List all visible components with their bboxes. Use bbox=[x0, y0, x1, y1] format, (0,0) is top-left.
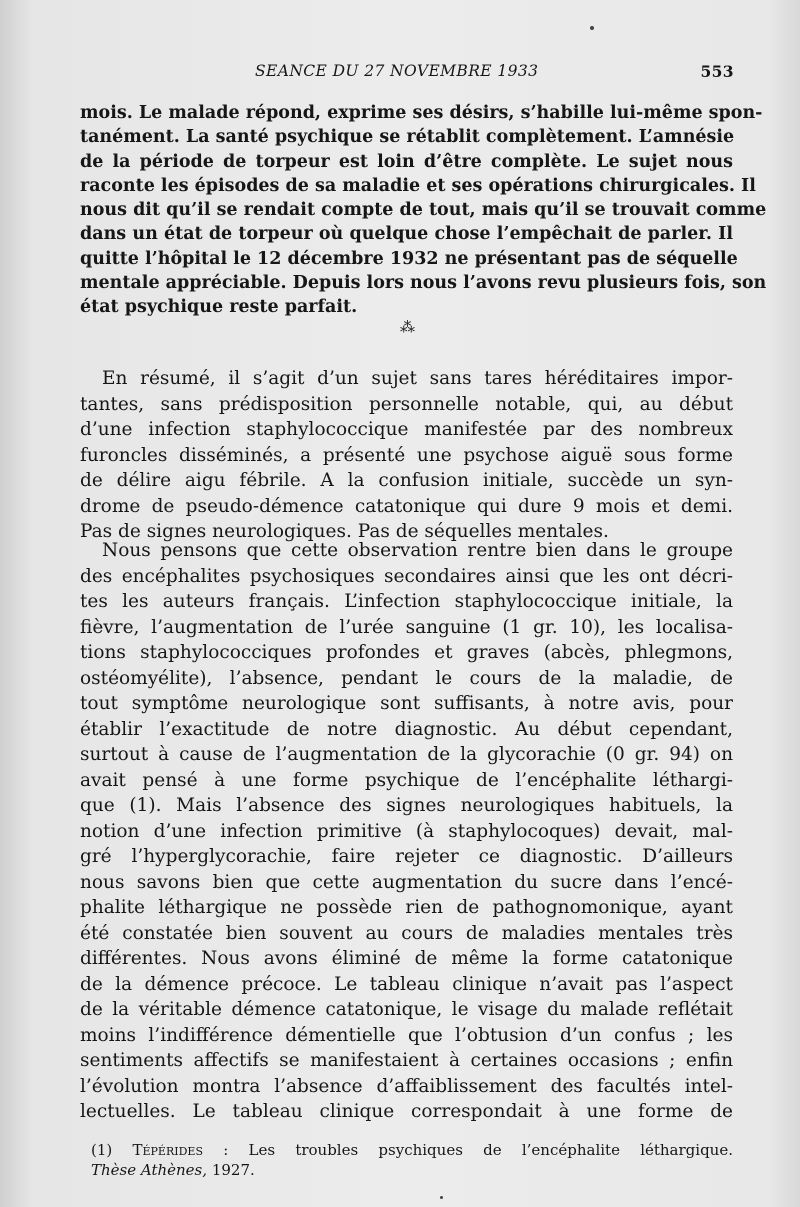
paragraph-summary bbox=[80, 366, 733, 545]
text-line: l’évolution montra l’absence d’affaiblissement des facultés intel- bbox=[80, 1075, 733, 1097]
text-line: tantes, sans prédisposition personnelle notable, qui, au début bbox=[80, 393, 733, 415]
section-separator-asterism: ⁂ bbox=[400, 318, 415, 336]
text-line: sentiments affectifs se manifestaient à certaines occasions ; enfin bbox=[80, 1050, 733, 1071]
text-line: de la véritable démence catatonique, le visage du malade reflétait bbox=[80, 999, 733, 1020]
text-line: différentes. Nous avons éliminé de même la forme catatonique bbox=[80, 948, 733, 969]
header-title: SEANCE DU 27 NOVEMBRE 1933 bbox=[255, 62, 539, 80]
text-line: notion d’une infection primitive (à staphylocoques) devait, mal- bbox=[80, 820, 733, 842]
page-number: 553 bbox=[700, 62, 734, 81]
footnote-author: Tépérides bbox=[132, 1141, 203, 1159]
running-header bbox=[78, 62, 734, 86]
text-line: moins l’indifférence démentielle que l’obtusion d’un confus ; les bbox=[80, 1024, 733, 1046]
footnote-text: : Les troubles psychiques de l’encéphalite léthargique. bbox=[223, 1141, 733, 1159]
text-line: que (1). Mais l’absence des signes neurologiques habituels, la bbox=[80, 795, 733, 816]
ink-speck bbox=[440, 1196, 443, 1199]
text-line: d’une infection staphylococcique manifestée par des nombreux bbox=[80, 419, 733, 440]
text-line: de délire aigu fébrile. A la confusion initiale, succède un syn- bbox=[80, 470, 733, 491]
text-line: de la période de torpeur est loin d’être complète. Le sujet nous bbox=[80, 151, 733, 172]
text-line: ostéomyélite), l’absence, pendant le cours de la maladie, de bbox=[80, 667, 733, 689]
text-line: tes les auteurs français. L’infection staphylococcique initiale, la bbox=[80, 591, 733, 612]
paragraph-case-outcome bbox=[80, 101, 767, 320]
text-line: établir l’exactitude de notre diagnostic. Au début cependant, bbox=[80, 718, 733, 740]
text-line: mois. Le malade répond, exprime ses désirs, s’habille lui-même spon- bbox=[80, 103, 763, 123]
text-line: été constatée bien souvent au cours de maladies mentales très bbox=[80, 922, 733, 944]
text-line: de la démence précoce. Le tableau clinique n’avait pas l’aspect bbox=[80, 973, 733, 995]
text-line: état psychique reste parfait. bbox=[80, 297, 358, 318]
paragraph-discussion bbox=[80, 538, 733, 1125]
text-line: lectuelles. Le tableau clinique correspondait à une forme de bbox=[80, 1101, 733, 1122]
text-line: nous dit qu’il se rendait compte de tout, mais qu’il se trouvait comme bbox=[80, 200, 767, 221]
text-line: tions staphylococciques profondes et graves (abcès, phlegmons, bbox=[80, 642, 733, 663]
text-line: surtout à cause de l’augmentation de la glycorachie (0 gr. 94) on bbox=[80, 744, 733, 765]
text-line: des encéphalites psychosiques secondaires ainsi que les ont décri- bbox=[80, 565, 733, 587]
text-line: avait pensé à une forme psychique de l’encéphalite léthargi- bbox=[80, 769, 733, 791]
text-line: tout symptôme neurologique sont suffisants, à notre avis, pour bbox=[80, 693, 733, 714]
text-line: nous savons bien que cette augmentation du sucre dans l’encé- bbox=[80, 871, 733, 893]
footnote-year: 1927. bbox=[211, 1161, 255, 1179]
text-line: furoncles disséminés, a présenté une psychose aiguë sous forme bbox=[80, 444, 733, 466]
text-line: drome de pseudo-démence catatonique qui dure 9 mois et demi. bbox=[80, 495, 733, 517]
text-line: fièvre, l’augmentation de l’urée sanguine (1 gr. 10), les localisa- bbox=[80, 616, 733, 638]
footnote-marker: (1) bbox=[91, 1141, 113, 1159]
text-line: phalite léthargique ne possède rien de pathognomonique, ayant bbox=[80, 897, 733, 918]
text-line: mentale appréciable. Depuis lors nous l’avons revu plusieurs fois, son bbox=[80, 273, 767, 294]
text-line: raconte les épisodes de sa maladie et ses opérations chirurgicales. Il bbox=[80, 175, 756, 196]
text-line: tanément. La santé psychique se rétablit complètement. L’amnésie bbox=[80, 127, 735, 148]
text-line: quitte l’hôpital le 12 décembre 1932 ne présentant pas de séquelle bbox=[80, 248, 738, 269]
text-line: Pas de signes neurologiques. Pas de séquelles mentales. bbox=[80, 521, 609, 542]
footnote-line-2 bbox=[91, 1160, 733, 1180]
text-line: Nous pensons que cette observation rentre bien dans le groupe bbox=[102, 540, 733, 561]
text-line: dans un état de torpeur où quelque chose l’empêchait de parler. Il bbox=[80, 224, 733, 245]
footnote-line-1 bbox=[91, 1140, 733, 1160]
ink-speck bbox=[590, 26, 594, 30]
footnote bbox=[91, 1140, 733, 1180]
text-line: En résumé, il s’agit d’un sujet sans tares héréditaires impor- bbox=[102, 368, 733, 389]
footnote-thesis: Thèse Athènes, bbox=[91, 1161, 208, 1179]
text-line: gré l’hyperglycorachie, faire rejeter ce diagnostic. D’ailleurs bbox=[80, 846, 733, 867]
